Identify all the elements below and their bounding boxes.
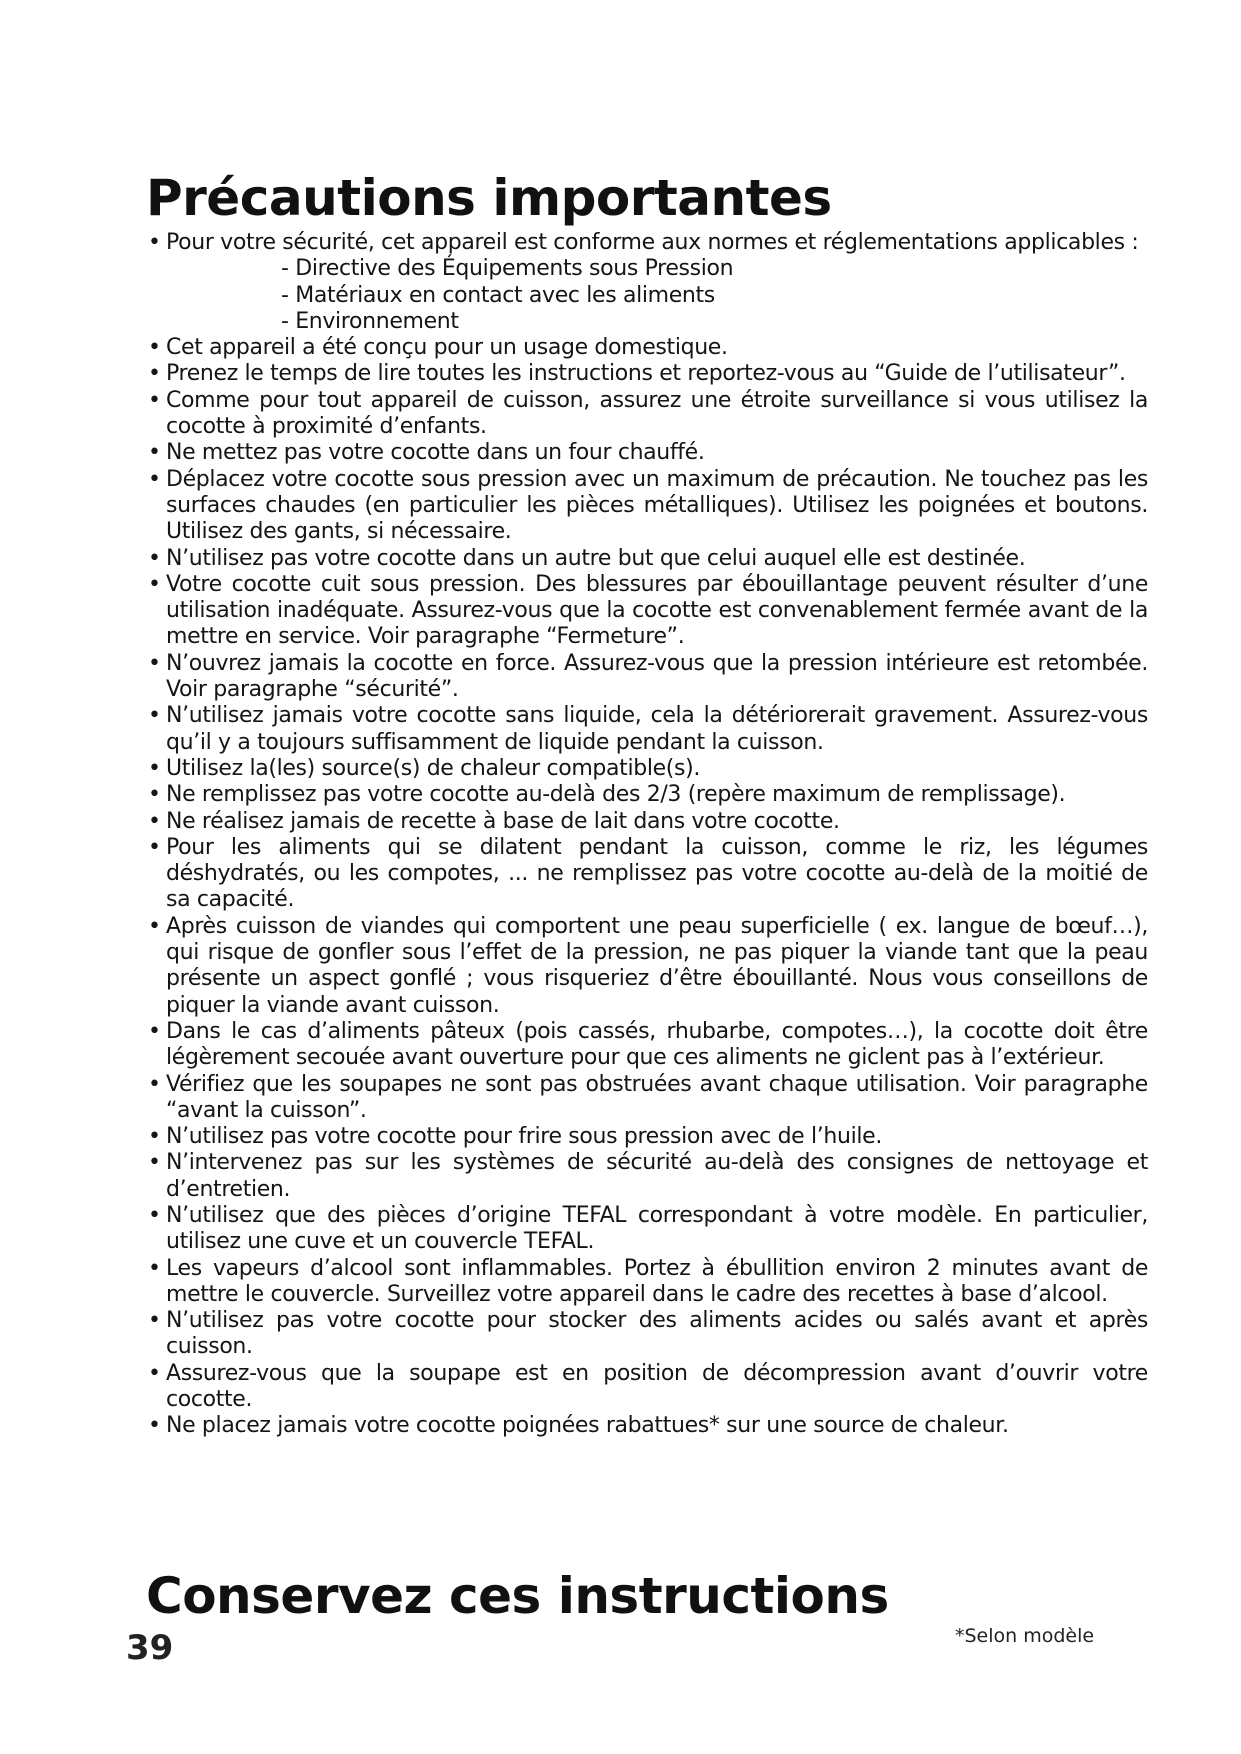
footnote: *Selon modèle: [955, 1625, 1095, 1647]
list-item: • Déplacez votre cocotte sous pression avec un maximum de précaution. Ne touchez pas les surfaces chaudes (en particulier les pièces métalliques). Utilisez les poignées et boutons. Utilisez des gants, si nécessaire.: [148, 467, 1148, 546]
page-title: Précautions importantes: [146, 169, 832, 227]
list-item: • N’utilisez que des pièces d’origine TEFAL correspondant à votre modèle. En particulier, utilisez une cuve et un couvercle TEFAL.: [148, 1203, 1148, 1256]
list-item: • N’intervenez pas sur les systèmes de sécurité au-delà des consignes de nettoyage et d’entretien.: [148, 1150, 1148, 1203]
list-item: • Après cuisson de viandes qui comportent une peau superficielle ( ex. langue de bœuf…), qui risque de gonfler sous l’effet de la pression, ne pas piquer la viande tant que la peau présente un aspect gonflé ; vous risqueriez d’être ébouillanté. Nous vous conseillons de piquer la viande avant cuisson.: [148, 914, 1148, 1019]
list-item: • N’utilisez pas votre cocotte dans un autre but que celui auquel elle est destinée.: [148, 546, 1148, 572]
list-item: • Pour les aliments qui se dilatent pendant la cuisson, comme le riz, les légumes déshydratés, ou les compotes, ... ne remplissez pas votre cocotte au-delà de la moitié de sa capacité.: [148, 835, 1148, 914]
list-item: • Cet appareil a été conçu pour un usage domestique.: [148, 335, 1148, 361]
list-item: • Vérifiez que les soupapes ne sont pas obstruées avant chaque utilisation. Voir paragraphe “avant la cuisson”.: [148, 1072, 1148, 1125]
list-item: • Ne réalisez jamais de recette à base de lait dans votre cocotte.: [148, 809, 1148, 835]
page-number: 39: [126, 1628, 174, 1668]
list-item: • Dans le cas d’aliments pâteux (pois cassés, rhubarbe, compotes…), la cocotte doit être légèrement secouée avant ouverture pour que ces aliments ne giclent pas à l’extérieur.: [148, 1019, 1148, 1072]
list-item: • N’utilisez pas votre cocotte pour stocker des aliments acides ou salés avant et après cuisson.: [148, 1308, 1148, 1361]
standard-item: - Directive des Équipements sous Pression: [281, 256, 734, 282]
standards-list: [166, 256, 1148, 335]
list-item: • Ne remplissez pas votre cocotte au-delà des 2/3 (repère maximum de remplissage).: [148, 782, 1148, 808]
list-item: • Prenez le temps de lire toutes les instructions et reportez-vous au “Guide de l’utilisateur”.: [148, 361, 1148, 387]
list-item: • Utilisez la(les) source(s) de chaleur compatible(s).: [148, 756, 1148, 782]
standard-item: - Environnement: [281, 308, 459, 334]
list-item: • Assurez-vous que la soupape est en position de décompression avant d’ouvrir votre cocotte.: [148, 1361, 1148, 1414]
closing-title: Conservez ces instructions: [146, 1567, 889, 1625]
list-item: • Comme pour tout appareil de cuisson, assurez une étroite surveillance si vous utilisez la cocotte à proximité d’enfants.: [148, 388, 1148, 441]
list-item: • Ne mettez pas votre cocotte dans un four chauffé.: [148, 440, 1148, 466]
list-item: • N’utilisez pas votre cocotte pour frire sous pression avec de l’huile.: [148, 1124, 1148, 1150]
list-item: • Ne placez jamais votre cocotte poignées rabattues* sur une source de chaleur.: [148, 1413, 1148, 1439]
intro-text: Pour votre sécurité, cet appareil est conforme aux normes et réglementations applicables :: [166, 230, 1139, 255]
precautions-list: [148, 230, 1148, 1440]
standard-item: - Matériaux en contact avec les aliments: [281, 282, 715, 308]
list-item: • N’ouvrez jamais la cocotte en force. Assurez-vous que la pression intérieure est retombée. Voir paragraphe “sécurité”.: [148, 651, 1148, 704]
list-item: • N’utilisez jamais votre cocotte sans liquide, cela la détériorerait gravement. Assurez-vous qu’il y a toujours suffisamment de liquide pendant la cuisson.: [148, 703, 1148, 756]
list-item-intro: [148, 230, 1148, 335]
list-item: • Les vapeurs d’alcool sont inflammables. Portez à ébullition environ 2 minutes avant de mettre le couvercle. Surveillez votre appareil dans le cadre des recettes à base d’alcool.: [148, 1256, 1148, 1309]
list-item: • Votre cocotte cuit sous pression. Des blessures par ébouillantage peuvent résulter d’une utilisation inadéquate. Assurez-vous que la cocotte est convenablement fermée avant de la mettre en service. Voir paragraphe “Fermeture”.: [148, 572, 1148, 651]
